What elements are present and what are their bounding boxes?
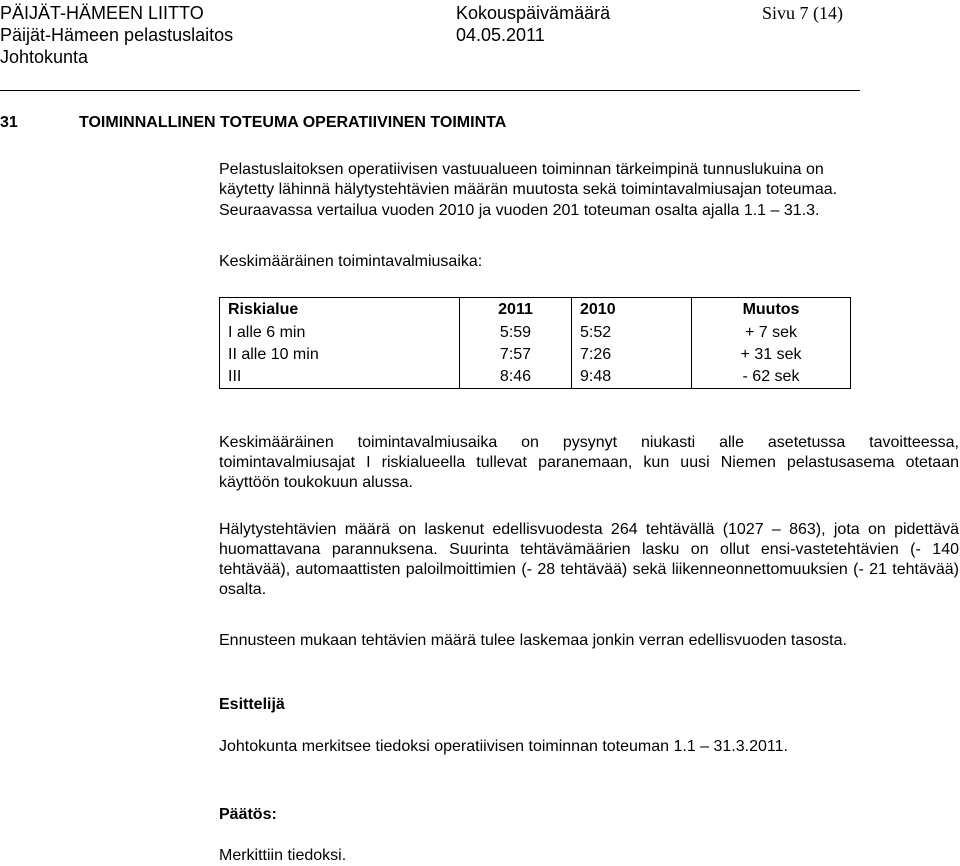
cell-area: II alle 10 min (220, 344, 460, 366)
col-riskialue: Riskialue (220, 298, 460, 323)
table-row (220, 344, 851, 366)
paragraph-forecast: Ennusteen mukaan tehtävien määrä tulee laskemaa jonkin verran edellisvuoden tasosta. (219, 632, 847, 649)
cell-area: III (220, 366, 460, 389)
table-row (220, 366, 851, 389)
cell-2011: 5:59 (460, 322, 572, 344)
cell-2011: 7:57 (460, 344, 572, 366)
page-number: Sivu 7 (14) (762, 3, 843, 23)
presenter-text: Johtokunta merkitsee tiedoksi operatiivisen toiminnan toteuman 1.1 – 31.3.2011. (219, 738, 788, 755)
col-2010: 2010 (572, 298, 692, 323)
cell-change: + 7 sek (692, 322, 851, 344)
response-time-table (219, 297, 851, 389)
intro-line-2: käytetty lähinnä hälytystehtävien määrän muutosta sekä toimintavalmiusajan toteumaa. (219, 181, 838, 198)
doc-type: Kokouspäivämäärä (456, 3, 611, 23)
table-caption: Keskimääräinen toimintavalmiusaika: (219, 253, 483, 270)
meeting-date: 04.05.2011 (456, 25, 545, 45)
cell-area: I alle 6 min (220, 322, 460, 344)
table-row (220, 322, 851, 344)
cell-2010: 5:52 (572, 322, 692, 344)
header-divider (0, 90, 860, 91)
decision-text: Merkittiin tiedoksi. (219, 847, 347, 864)
presenter-label: Esittelijä (219, 696, 285, 713)
paragraph-response-time: Keskimääräinen toimintavalmiusaika on pysynyt niukasti alle asetetussa tavoitteessa, toimintavalmiusajat I riskialueella tullevat paranemaan, kun uusi Niemen pelastusasema otetaan käyttöön toukokuun alussa. (219, 434, 959, 491)
body-name: Johtokunta (0, 47, 89, 67)
section-number: 31 (0, 114, 18, 131)
paragraph-alarm-count: Hälytystehtävien määrä on laskenut edellisvuodesta 264 tehtävällä (1027 – 863), jota on pidettävä huomattavana parannuksena. Suurinta tehtävämäärien lasku on ollut ensi-vastetehtävien (- 140 tehtävää), automaattisten paloilmoittimien (- 28 tehtävää) sekä liikenneonnettomuuksien (- 21 tehtävää) osalta. (219, 521, 959, 598)
department: Päijät-Hämeen pelastuslaitos (0, 25, 234, 45)
section-title: TOIMINNALLINEN TOTEUMA OPERATIIVINEN TOIMINTA (79, 114, 507, 131)
decision-label: Päätös: (219, 806, 277, 823)
intro-line-3: Seuraavassa vertailua vuoden 2010 ja vuoden 201 toteuman osalta ajalla 1.1 – 31.3. (219, 202, 820, 219)
col-2011: 2011 (460, 298, 572, 323)
org-name: PÄIJÄT-HÄMEEN LIITTO (0, 3, 204, 23)
cell-2010: 9:48 (572, 366, 692, 389)
cell-change: + 31 sek (692, 344, 851, 366)
col-muutos: Muutos (692, 298, 851, 323)
cell-change: - 62 sek (692, 366, 851, 389)
table-header-row (220, 298, 851, 323)
cell-2011: 8:46 (460, 366, 572, 389)
intro-line-1: Pelastuslaitoksen operatiivisen vastuualueen toiminnan tärkeimpinä tunnuslukuina on (219, 161, 824, 178)
cell-2010: 7:26 (572, 344, 692, 366)
